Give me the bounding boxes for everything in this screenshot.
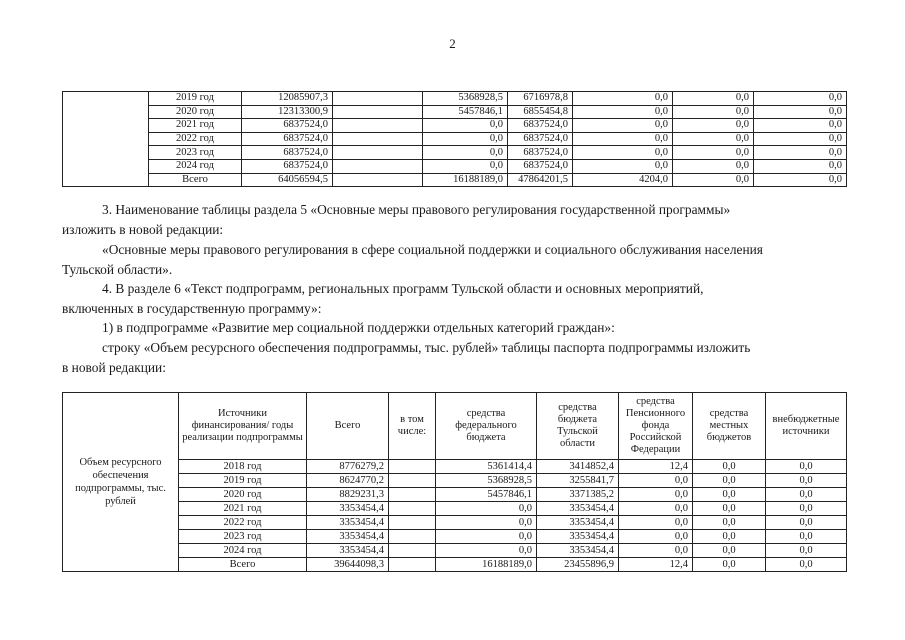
table-cell: 6837524,0: [508, 119, 573, 133]
table-cell: 0,0: [673, 92, 754, 106]
table-cell: 0,0: [693, 474, 766, 488]
table-cell: 0,0: [573, 132, 673, 146]
table-cell: 0,0: [436, 544, 537, 558]
table-cell: [389, 488, 436, 502]
paragraph-4-line-2: включенных в государственную программу»:: [62, 301, 322, 316]
table-cell: 0,0: [573, 119, 673, 133]
table-cell: 0,0: [673, 132, 754, 146]
table-cell: 5457846,1: [436, 488, 537, 502]
table-cell: 2024 год: [149, 159, 242, 173]
table-cell: 3353454,4: [537, 502, 619, 516]
table-cell: 5457846,1: [423, 105, 508, 119]
table-cell: 2018 год: [179, 460, 307, 474]
table-cell: 0,0: [754, 173, 847, 187]
column-header: внебюджетные источники: [766, 393, 847, 460]
table-cell: 2020 год: [179, 488, 307, 502]
table-cell: 0,0: [693, 558, 766, 572]
table-cell: 0,0: [573, 159, 673, 173]
column-header: средства Пенсионного фонда Российской Федерации: [619, 393, 693, 460]
resource-side-label: Объем ресурсного обеспечения подпрограммы, тыс. рублей: [63, 393, 179, 572]
table-cell: 3353454,4: [307, 516, 389, 530]
table-cell: 0,0: [693, 530, 766, 544]
table-cell: 3353454,4: [537, 516, 619, 530]
subprogram-resource-table: [62, 392, 847, 572]
table-cell: [389, 558, 436, 572]
table-cell: 0,0: [619, 474, 693, 488]
table-cell: 3414852,4: [537, 460, 619, 474]
table-cell: 0,0: [673, 173, 754, 187]
table-cell: 0,0: [423, 119, 508, 133]
table-row: [63, 460, 847, 474]
table-cell: 5361414,4: [436, 460, 537, 474]
quoted-title-line-1: «Основные меры правового регулирования в сфере социальной поддержки и социального обслуживания населения: [102, 242, 763, 257]
table-row: [63, 558, 847, 572]
table-cell: 6837524,0: [242, 119, 333, 133]
table-cell: 0,0: [693, 502, 766, 516]
table-cell: 0,0: [693, 460, 766, 474]
table-cell: [389, 502, 436, 516]
funding-table-continued: [62, 91, 847, 187]
column-header: средства федерального бюджета: [436, 393, 537, 460]
table-cell: 16188189,0: [423, 173, 508, 187]
paragraph-4: [62, 279, 846, 319]
table-cell: 3353454,4: [537, 544, 619, 558]
table-cell: 0,0: [619, 502, 693, 516]
table-cell: 3371385,2: [537, 488, 619, 502]
table-cell: [333, 119, 423, 133]
table-cell: 2019 год: [149, 92, 242, 106]
table-cell: 0,0: [673, 146, 754, 160]
table-cell: 0,0: [436, 530, 537, 544]
quoted-title-line-2: Тульской области».: [62, 262, 173, 277]
table-cell: 0,0: [673, 159, 754, 173]
table-row: [63, 146, 847, 160]
table-cell: 2023 год: [149, 146, 242, 160]
table-cell: [389, 460, 436, 474]
paragraph-4-line-1: 4. В разделе 6 «Текст подпрограмм, региональных программ Тульской области и основных мероприятий,: [102, 281, 704, 296]
table-row: [63, 92, 847, 106]
table-cell: 6837524,0: [508, 159, 573, 173]
table-cell: [389, 474, 436, 488]
table-cell: 6837524,0: [508, 146, 573, 160]
paragraph-3-line-1: 3. Наименование таблицы раздела 5 «Основные меры правового регулирования государственной программы»: [102, 202, 731, 217]
subparagraph-1: 1) в подпрограмме «Развитие мер социальной поддержки отдельных категорий граждан»:: [102, 320, 615, 335]
table-cell: 0,0: [423, 146, 508, 160]
table-cell: [333, 105, 423, 119]
subparagraph-2-line-1: строку «Объем ресурсного обеспечения подпрограммы, тыс. рублей» таблицы паспорта подпрограммы изложить: [102, 340, 751, 355]
table-cell: 0,0: [436, 516, 537, 530]
table-row: [63, 544, 847, 558]
table-cell: 0,0: [693, 544, 766, 558]
table-cell: 2024 год: [179, 544, 307, 558]
table-cell: 8624770,2: [307, 474, 389, 488]
table-row: [63, 105, 847, 119]
table-cell: 0,0: [673, 119, 754, 133]
table-cell: Всего: [179, 558, 307, 572]
table-header-row: [63, 393, 847, 460]
table-cell: 2020 год: [149, 105, 242, 119]
table-cell: 47864201,5: [508, 173, 573, 187]
table-row: [63, 502, 847, 516]
paragraph-3: [62, 200, 846, 240]
table-cell: 0,0: [573, 146, 673, 160]
table-cell: 2021 год: [149, 119, 242, 133]
table-cell: 0,0: [754, 146, 847, 160]
subparagraph-2: [62, 338, 846, 378]
table-cell: 0,0: [766, 558, 847, 572]
table-cell: 16188189,0: [436, 558, 537, 572]
column-header: в том числе:: [389, 393, 436, 460]
table-cell: 0,0: [766, 516, 847, 530]
table-cell: [333, 173, 423, 187]
table-cell: [333, 159, 423, 173]
table-cell: 0,0: [693, 488, 766, 502]
column-header: Всего: [307, 393, 389, 460]
table-cell: 0,0: [754, 92, 847, 106]
table-cell: 0,0: [754, 119, 847, 133]
table-cell: 23455896,9: [537, 558, 619, 572]
table-cell: 6855454,8: [508, 105, 573, 119]
table-cell: 2022 год: [179, 516, 307, 530]
table-cell: 64056594,5: [242, 173, 333, 187]
column-header: Источники финансирования/ годы реализации подпрограммы: [179, 393, 307, 460]
page-number: 2: [449, 36, 456, 51]
table-cell: 0,0: [619, 488, 693, 502]
table-cell: [333, 92, 423, 106]
table-cell: 2023 год: [179, 530, 307, 544]
table-cell: 12,4: [619, 460, 693, 474]
table-cell: 0,0: [766, 544, 847, 558]
table-cell: 0,0: [754, 159, 847, 173]
table-cell: 0,0: [693, 516, 766, 530]
table-cell: 0,0: [619, 516, 693, 530]
table-cell: 12313300,9: [242, 105, 333, 119]
table-cell: [333, 146, 423, 160]
table-cell: 3353454,4: [537, 530, 619, 544]
empty-label-cell: [63, 92, 149, 187]
table-cell: 0,0: [573, 105, 673, 119]
table-cell: 5368928,5: [436, 474, 537, 488]
table-cell: 6837524,0: [242, 132, 333, 146]
table-row: [63, 173, 847, 187]
table-cell: 0,0: [754, 132, 847, 146]
table-cell: [333, 132, 423, 146]
table-cell: 39644098,3: [307, 558, 389, 572]
table-cell: 6716978,8: [508, 92, 573, 106]
table-cell: 0,0: [423, 132, 508, 146]
table-cell: 0,0: [619, 530, 693, 544]
table-cell: 0,0: [619, 544, 693, 558]
table-row: [63, 132, 847, 146]
table-cell: 8776279,2: [307, 460, 389, 474]
table-cell: 0,0: [423, 159, 508, 173]
table-cell: 12,4: [619, 558, 693, 572]
table-cell: 6837524,0: [242, 146, 333, 160]
table-cell: 8829231,3: [307, 488, 389, 502]
column-header: средства местных бюджетов: [693, 393, 766, 460]
table-cell: 0,0: [754, 105, 847, 119]
table-row: [63, 530, 847, 544]
table-cell: [389, 530, 436, 544]
table-row: [63, 516, 847, 530]
table-row: [63, 159, 847, 173]
table-row: [63, 119, 847, 133]
table-cell: 0,0: [436, 502, 537, 516]
table-cell: 2022 год: [149, 132, 242, 146]
table-cell: 5368928,5: [423, 92, 508, 106]
paragraph-3-line-2: изложить в новой редакции:: [62, 222, 224, 237]
table-cell: 0,0: [673, 105, 754, 119]
table-cell: 3353454,4: [307, 544, 389, 558]
table-cell: 3353454,4: [307, 530, 389, 544]
table-cell: 3255841,7: [537, 474, 619, 488]
table-cell: 0,0: [766, 530, 847, 544]
table-cell: 6837524,0: [242, 159, 333, 173]
column-header: средства бюджета Тульской области: [537, 393, 619, 460]
table-row: [63, 488, 847, 502]
table-cell: 0,0: [766, 502, 847, 516]
table-cell: 2021 год: [179, 502, 307, 516]
table-cell: [389, 516, 436, 530]
table-cell: 0,0: [573, 92, 673, 106]
table-cell: 4204,0: [573, 173, 673, 187]
quoted-title: [62, 240, 846, 280]
table-cell: 0,0: [766, 460, 847, 474]
subparagraph-2-line-2: в новой редакции:: [62, 360, 166, 375]
table-cell: 2019 год: [179, 474, 307, 488]
table-cell: 0,0: [766, 474, 847, 488]
table-cell: Всего: [149, 173, 242, 187]
table-cell: 12085907,3: [242, 92, 333, 106]
table-row: [63, 474, 847, 488]
table-cell: [389, 544, 436, 558]
table-cell: 0,0: [766, 488, 847, 502]
table-cell: 6837524,0: [508, 132, 573, 146]
table-cell: 3353454,4: [307, 502, 389, 516]
